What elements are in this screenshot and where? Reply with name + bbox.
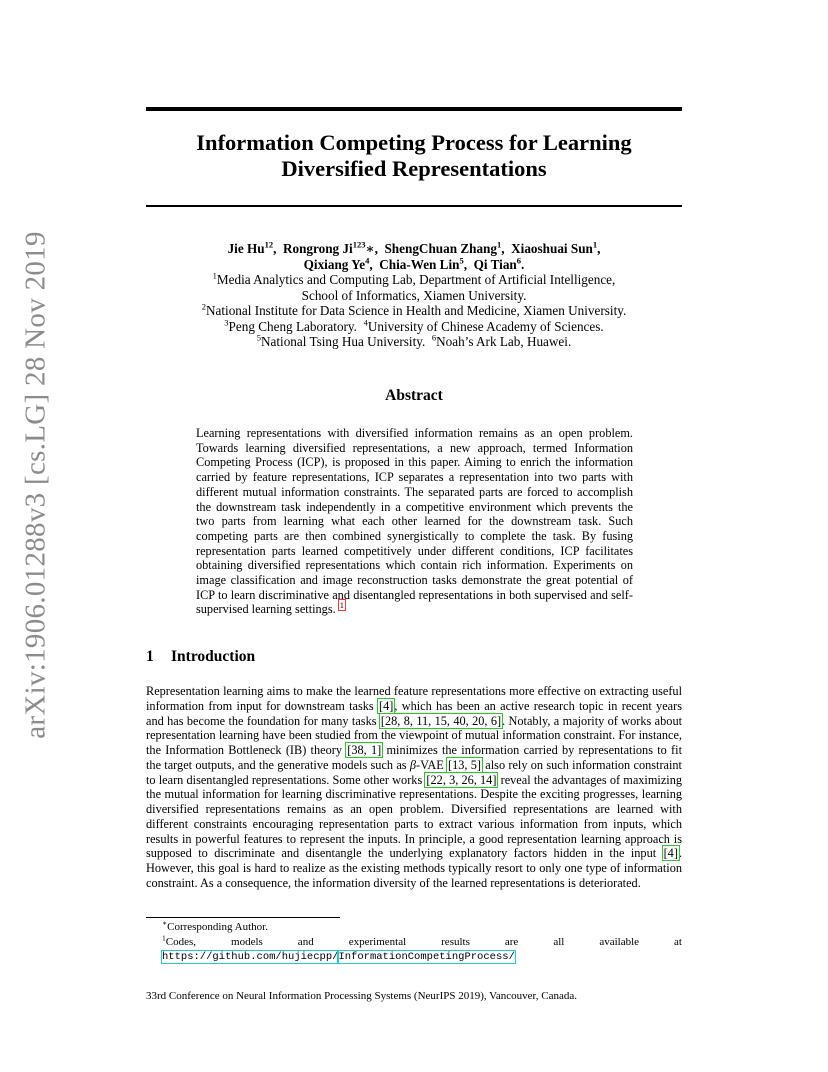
affiliation-1: $^1$Media Analytics and Computing Lab, Department of Artificial Intelligence, [212, 270, 616, 287]
abstract-heading: Abstract [385, 387, 443, 404]
author-names-line2: Qixiang Ye$^4$, Chia-Wen Lin$^5$, Qi Tian$^6$. [303, 255, 525, 272]
footnote-link-1[interactable]: 1 [339, 600, 345, 611]
title-top-rule [146, 107, 682, 111]
affiliation-5-6: $^5$National Tsing Hua University. $^6$Noah’s Ark Lab, Huawei. [256, 332, 572, 349]
section-heading-introduction: 1 Introduction [146, 648, 256, 665]
paper-title: Information Competing Process for Learning Diversified Representations [196, 130, 632, 181]
citation-link[interactable]: [13, 5] [448, 757, 482, 772]
footnote-corresponding: ∗Corresponding Author. [162, 918, 268, 933]
affiliation-3-4: $^3$Peng Cheng Laboratory. $^4$University of Chinese Academy of Sciences. [224, 317, 604, 334]
footnote-rule [146, 917, 340, 918]
citation-link[interactable]: [4] [663, 846, 678, 861]
citation-link[interactable]: [28, 8, 11, 15, 40, 20, 6] [380, 713, 502, 728]
author-block [146, 241, 682, 350]
introduction-paragraph: Representation learning aims to make the learned feature representations more effective on extracting useful information from input for downstream tasks [4], which has been an active research topic in recent years and has become the foundation for many tasks [28, 8, 11, 15, 40, 20, 6]. Notably, a majority of works about representation learning have been studied from the viewpoint of mutual information constraint. For instance, the Information Bottleneck (IB) theory [38, 1] minimizes the information carried by representations to fit the target outputs, and the generative models such as β-VAE [13, 5] also rely on such information constraint to learn disentangled representations. Some other works [22, 3, 26, 14] reveal the advantages of maximizing the mutual information for learning discriminative representations. Despite the exciting progresses, learning diversified representations remains as an open problem. Diversified representations are learned with different constraints encouraging representation parts to extract various information from inputs, which results in powerful features to represent the inputs. In principle, a good representation learning approach is supposed to discriminate and disentangle the underlying explanatory factors hidden in the input [4]. However, this goal is hard to realize as the existing methods typically resort to only one type of information constraint. As a consequence, the information diversity of the learned representations is deteriorated. [146, 684, 683, 890]
github-url-link-cont[interactable]: InformationCompetingProcess/ [338, 950, 515, 963]
affiliation-1b: School of Informatics, Xiamen University. [301, 287, 527, 303]
footnote-code: $^1$Codes, models and experimental results are all available at https://github.com/hujiecpp/InformationCompetingProcess/ [162, 933, 682, 963]
abstract-body: Learning representations with diversified information remains as an open problem. Towards learning diversified representations, a new approach, termed Information Competing Process (ICP), is proposed in this paper. Aiming to enrich the information carried by feature representations, ICP separates a representation into two parts with different mutual information constraints. The separated parts are forced to accomplish the downstream task independently in a competitive environment which prevents the two parts from learning what each other learned for the downstream task. Such competing parts are then combined synergistically to complete the task. By fusing representation parts learned competitively under different conditions, ICP facilitates obtaining diversified representations which contain rich information. Experiments on image classification and image reconstruction tasks demonstrate the great potential of ICP to learn discriminative and disentangled representations in both supervised and self-supervised learning settings. $^1$ [196, 426, 633, 617]
venue-footer: 33rd Conference on Neural Information Processing Systems (NeurIPS 2019), Vancouver, Canada. [146, 990, 578, 1002]
title-bottom-rule [146, 205, 682, 207]
github-url-link[interactable]: https://github.com/hujiecpp/ [162, 950, 339, 963]
citation-link[interactable]: [4] [379, 698, 394, 713]
citation-link[interactable]: [22, 3, 26, 14] [426, 772, 497, 787]
author-names-line1: Jie Hu$^{12}$, Rongrong Ji$^{123}$∗, ShengChuan Zhang$^1$, Xiaoshuai Sun$^1$, [227, 239, 601, 256]
affiliation-2: $^2$National Institute for Data Science in Health and Medicine, Xiamen University. [201, 301, 627, 318]
citation-link[interactable]: [38, 1] [347, 743, 382, 757]
arxiv-id: arXiv:1906.01288v3 [cs.LG] 28 Nov 2019 [19, 231, 52, 739]
